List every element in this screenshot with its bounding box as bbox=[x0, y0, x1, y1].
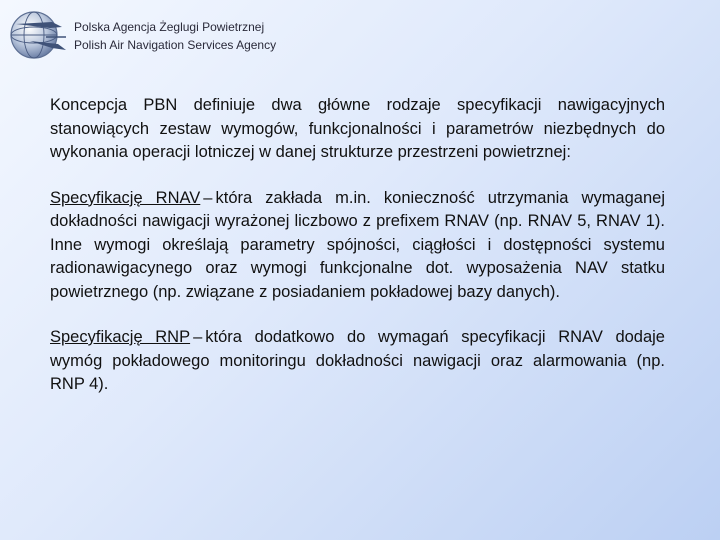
org-name-pl: Polska Agencja Żeglugi Powietrznej bbox=[74, 20, 265, 34]
rnav-dash: – bbox=[203, 188, 213, 207]
globe-logo-icon bbox=[6, 6, 68, 64]
org-name-en: Polish Air Navigation Services Agency bbox=[74, 38, 277, 52]
rnp-term: Specyfikację RNP bbox=[50, 328, 191, 346]
header bbox=[0, 0, 720, 70]
rnp-text: która dodatkowo do wymagań specyfikacji RNAV dodaje wymóg pokładowego monitoringu dokładności nawigacji oraz alarmowania (np. RNP 4). bbox=[50, 328, 665, 393]
rnav-text: która zakłada m.in. konieczność utrzymania wymaganej dokładności nawigacji wyrażonej liczbowo z prefixem RNAV (np. RNAV 5, RNAV 1). Inne wymogi określają parametry spójności, ciągłości i dostępności systemu radionawigacynego oraz wymogi funkcjonalne dot. wyposażenia NAV statku powietrznego (np. związane z posiadaniem pokładowej bazy danych). bbox=[50, 188, 665, 301]
intro-paragraph: Koncepcja PBN definiuje dwa główne rodzaje specyfikacji nawigacyjnych stanowiących zestaw wymogów, funkcjonalności i parametrów niezbędnych do wykonania operacji lotniczej w danej strukturze przestrzeni powietrznej: bbox=[50, 96, 665, 161]
rnp-dash: – bbox=[193, 328, 203, 346]
rnp-paragraph bbox=[50, 326, 665, 397]
rnav-paragraph bbox=[50, 187, 665, 305]
rnav-term: Specyfikację RNAV bbox=[50, 188, 201, 207]
slide-body bbox=[50, 94, 665, 397]
